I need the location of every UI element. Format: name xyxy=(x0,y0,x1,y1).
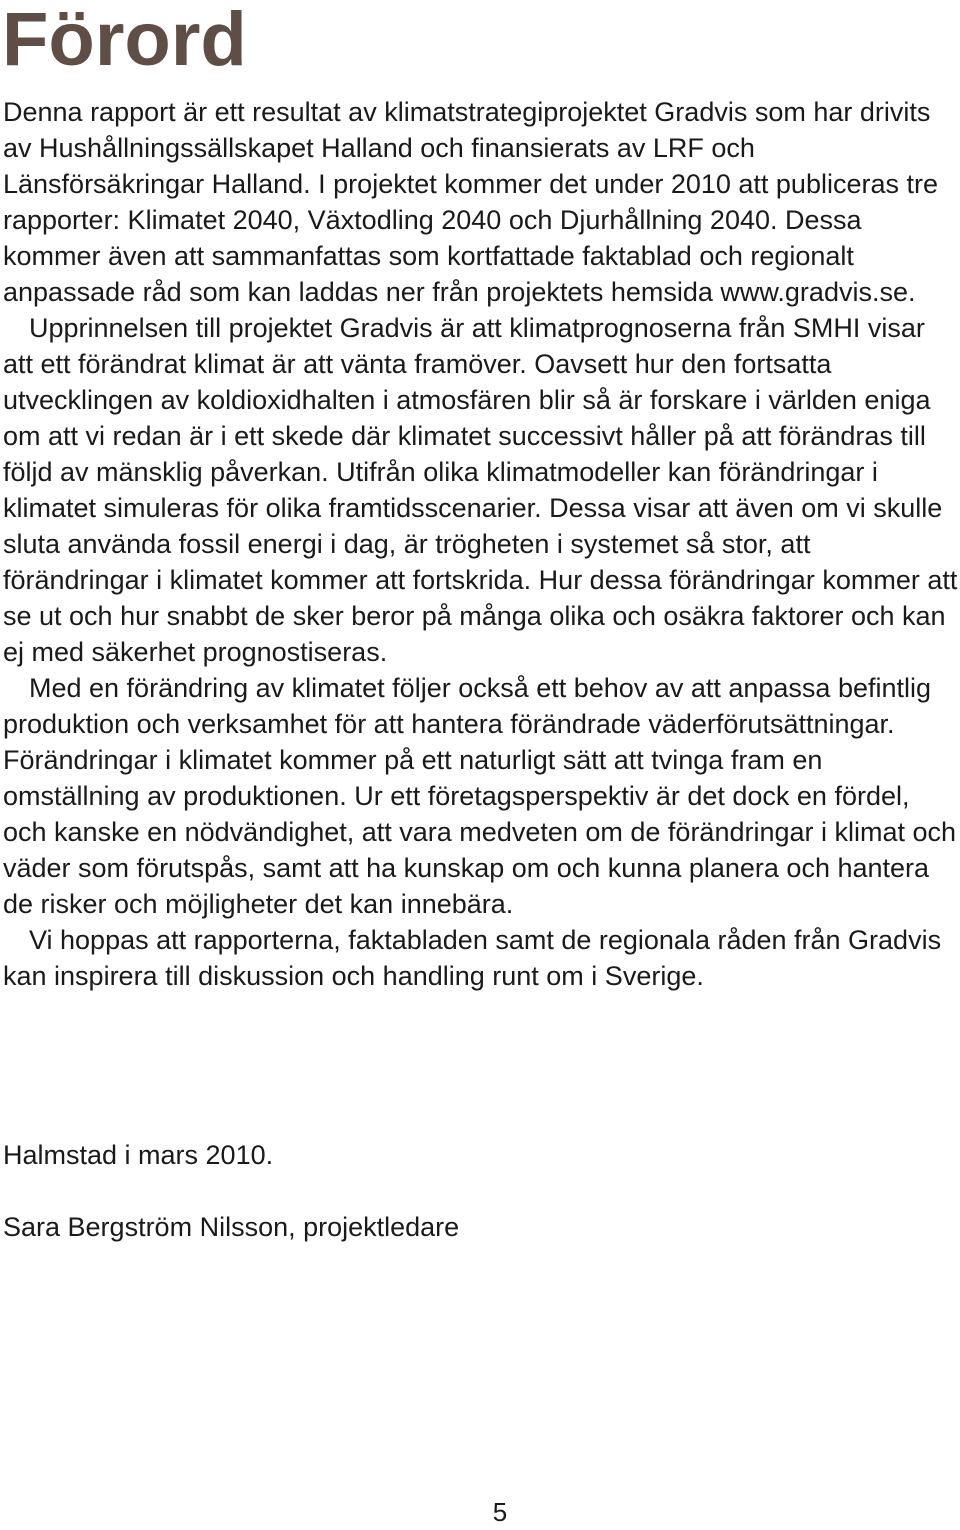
paragraph-closing: Vi hoppas att rapporterna, faktabladen samt de regionala råden från Gradvis kan inspirera till diskussion och handling runt om i Sverige. xyxy=(3,925,942,991)
place-date: Halmstad i mars 2010. xyxy=(3,1140,274,1170)
foreword-body xyxy=(3,94,958,994)
paragraph-background: Upprinnelsen till projektet Gradvis är att klimatprognoserna från SMHI visar att ett förändrat klimat är att vänta framöver. Oavsett hur den fortsatta utvecklingen av koldioxidhalten i atmosfären blir så är forskare i världen eniga om att vi redan är i ett skede där klimatet successivt håller på att förändras till följd av mänsklig påverkan. Utifrån olika klimatmodeller kan förändringar i klimatet simuleras för olika framtidsscenarier. Dessa visar att även om vi skulle sluta använda fossil energi i dag, är trögheten i systemet så stor, att förändringar i klimatet kommer att fortskrida. Hur dessa förändringar kommer att se ut och hur snabbt de sker beror på många olika och osäkra faktorer och kan ej med säkerhet prognostiseras. xyxy=(3,313,958,667)
paragraph-adaptation: Med en förändring av klimatet följer också ett behov av att anpassa befintlig produktion och verksamhet för att hantera förändrade väderförutsättningar. Förändringar i klimatet kommer på ett naturligt sätt att tvinga fram en omställning av produktionen. Ur ett företagsperspektiv är det dock en fördel, och kanske en nödvändighet, att vara medveten om de förändringar i klimat och väder som förutspås, samt att ha kunskap om och kunna planera och hantera de risker och möjligheter det kan innebära. xyxy=(3,673,957,919)
signature: Sara Bergström Nilsson, projektledare xyxy=(3,1212,460,1242)
paragraph-intro: Denna rapport är ett resultat av klimatstrategiprojektet Gradvis som har drivits av Hushållningssällskapet Halland och finansierats av LRF och Länsförsäkringar Halland. I projektet kommer det under 2010 att publiceras tre rapporter: Klimatet 2040, Växtodling 2040 och Djurhållning 2040. Dessa kommer även att sammanfattas som kortfattade faktablad och regionalt anpassade råd som kan laddas ner från projektets hemsida www.gradvis.se. xyxy=(3,97,938,307)
page-number: 5 xyxy=(492,1497,508,1527)
page-title: Förord xyxy=(2,0,247,82)
